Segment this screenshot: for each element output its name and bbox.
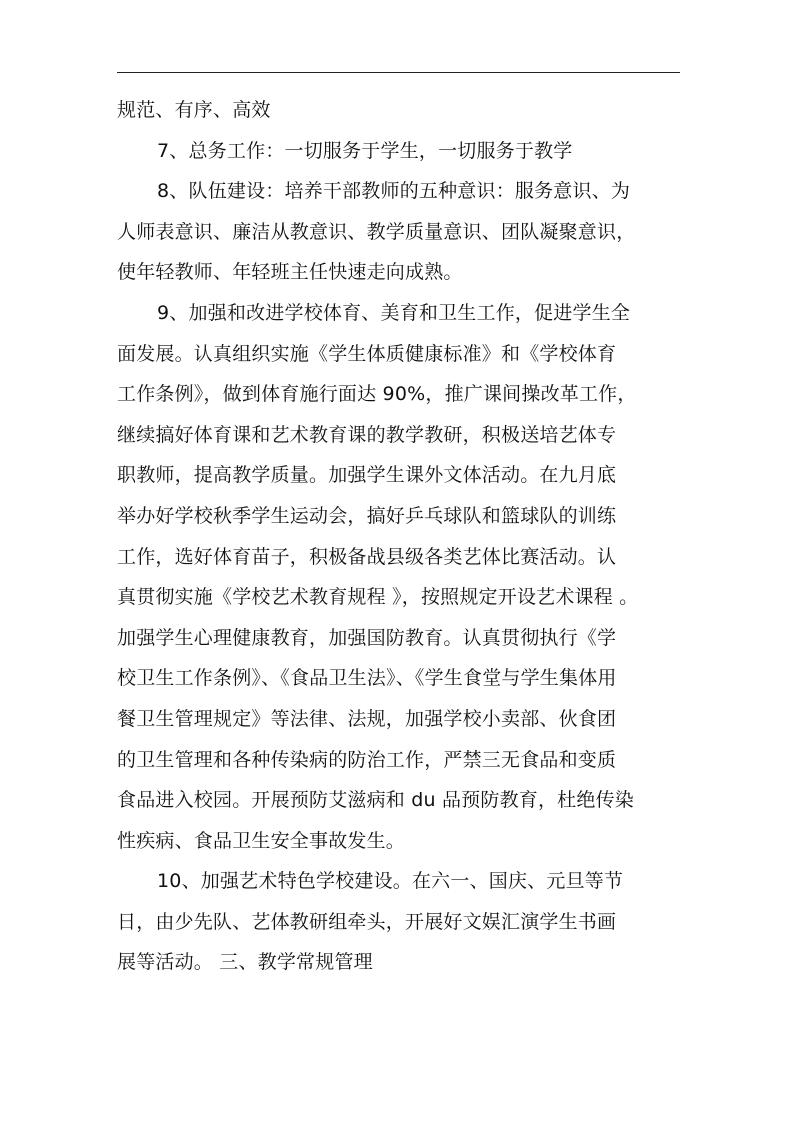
text-line: 举办好学校秋季学生运动会，搞好乒乓球队和篮球队的训练 xyxy=(117,504,617,527)
text-line: 人师表意识、廉洁从教意识、教学质量意识、团队凝聚意识， xyxy=(117,220,636,243)
text-line: 日，由少先队、艺体教研组牵头，开展好文娱汇演学生书画 xyxy=(117,910,617,933)
document-body xyxy=(117,90,680,983)
text-line: 餐卫生管理规定》等法律、法规，加强学校小卖部、伙食团 xyxy=(117,707,617,730)
paragraph-7 xyxy=(117,131,680,172)
text-line: 职教师，提高教学质量。加强学生课外文体活动。在九月底 xyxy=(117,464,617,487)
text-line: 食品进入校园。开展预防艾滋病和 du 品预防教育，杜绝传染 xyxy=(117,789,634,812)
text-line: 加强学生心理健康教育，加强国防教育。认真贯彻执行《学 xyxy=(117,626,617,649)
text-line: 7、总务工作：一切服务于学生，一切服务于教学 xyxy=(157,139,573,162)
text-line: 工作，选好体育苗子，积极备战县级各类艺体比赛活动。认 xyxy=(117,545,617,568)
text-line: 工作条例》，做到体育施行面达 90%，推广课间操改革工作， xyxy=(117,383,637,406)
text-line: 规范、有序、高效 xyxy=(117,99,271,121)
paragraph-8 xyxy=(117,171,680,293)
text-line: 真贯彻实施《学校艺术教育规程 》，按照规定开设艺术课程 。 xyxy=(117,586,639,609)
text-line: 10、加强艺术特色学校建设。在六一、国庆、元旦等节 xyxy=(157,870,624,893)
paragraph-10 xyxy=(117,861,680,983)
text-line: 继续搞好体育课和艺术教育课的教学教研，积极送培艺体专 xyxy=(117,423,617,446)
text-line: 面发展。认真组织实施《学生体质健康标准》和《学校体育 xyxy=(117,342,617,365)
text-line: 8、队伍建设：培养干部教师的五种意识：服务意识、为 xyxy=(157,180,631,203)
text-line: 性疾病、食品卫生安全事故发生。 xyxy=(117,829,406,852)
text-line: 的卫生管理和各种传染病的防治工作，严禁三无食品和变质 xyxy=(117,748,617,771)
paragraph-continuation xyxy=(117,90,680,131)
text-line: 校卫生工作条例》、《食品卫生法》、《学生食堂与学生集体用 xyxy=(117,667,617,690)
text-line: 使年轻教师、年轻班主任快速走向成熟。 xyxy=(117,261,463,284)
text-line: 展等活动。 三、教学常规管理 xyxy=(117,951,373,974)
text-line: 9、加强和改进学校体育、美育和卫生工作，促进学生全 xyxy=(157,301,631,324)
header-rule xyxy=(117,72,680,73)
paragraph-9 xyxy=(117,293,680,861)
